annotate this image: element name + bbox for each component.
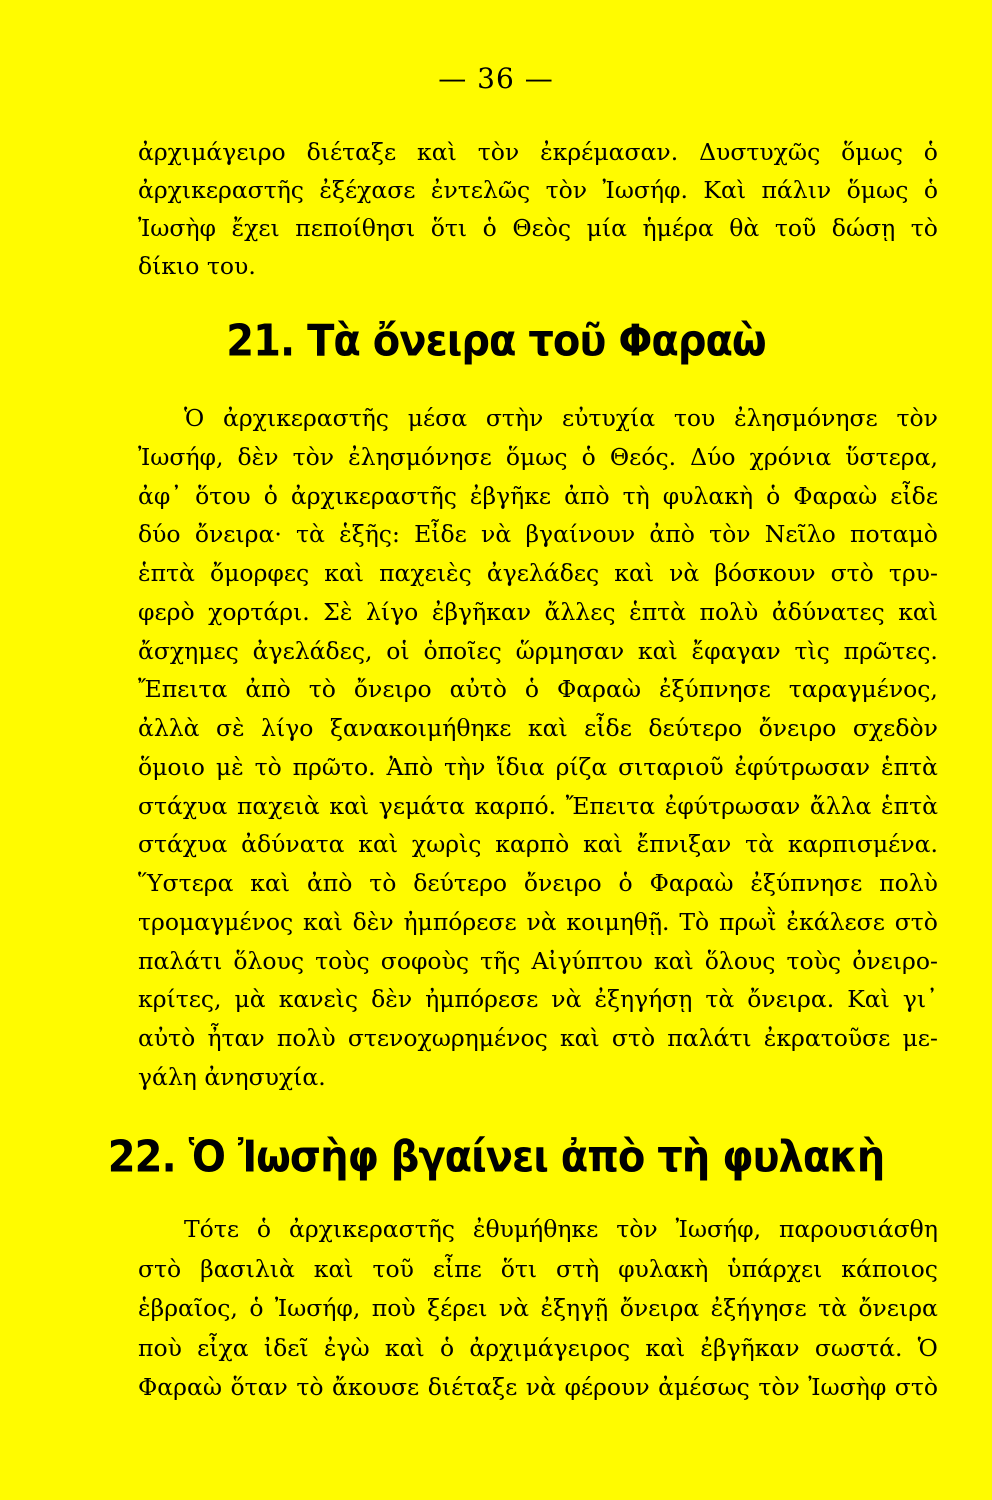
text-line: Ὕστερα καὶ ἀπὸ τὸ δεύτερο ὄνειρο ὁ Φαραὼ ἐξύπνησε πολὺ bbox=[138, 869, 938, 897]
text-line: ἀρχιμάγειρο διέταξε καὶ τὸν ἐκρέμασαν. Δυστυχῶς ὅμως ὁ bbox=[138, 138, 938, 166]
text-line: στάχυα παχειὰ καὶ γεμάτα καρπό. Ἔπειτα ἐφύτρωσαν ἄλλα ἑπτὰ bbox=[138, 791, 938, 820]
text-line: Τότε ὁ ἀρχικεραστῆς ἐθυμήθηκε τὸν Ἰωσήφ, παρουσιάσθη bbox=[184, 1215, 938, 1243]
text-line: ἄσχημες ἀγελάδες, οἱ ὁποῖες ὥρμησαν καὶ ἔφαγαν τὶς πρῶτες. bbox=[138, 636, 938, 665]
text-line: τρομαγμένος καὶ δὲν ἠμπόρεσε νὰ κοιμηθῇ. Τὸ πρωῒ ἐκάλεσε στὸ bbox=[138, 907, 938, 936]
text-line: γάλη ἀνησυχία. bbox=[138, 1062, 326, 1091]
text-line: ὅμοιο μὲ τὸ πρῶτο. Ἀπὸ τὴν ἴδια ρίζα σιταριοῦ ἐφύτρωσαν ἑπτὰ bbox=[138, 752, 938, 781]
text-line: στάχυα ἀδύνατα καὶ χωρὶς καρπὸ καὶ ἔπνιξαν τὰ καρπισμένα. bbox=[138, 830, 938, 859]
text-line: ἀφ᾽ ὅτου ὁ ἀρχικεραστῆς ἐβγῆκε ἀπὸ τὴ φυλακὴ ὁ Φαραὼ εἶδε bbox=[138, 481, 938, 510]
text-line: ἑπτὰ ὄμορφες καὶ παχειὲς ἀγελάδες καὶ νὰ βόσκουν στὸ τρυ- bbox=[138, 559, 938, 587]
text-line: παλάτι ὅλους τοὺς σοφοὺς τῆς Αἰγύπτου καὶ ὅλους τοὺς ὀνειρο- bbox=[138, 946, 938, 975]
page-number: — 36 — bbox=[438, 62, 554, 95]
text-line: Ἔπειτα ἀπὸ τὸ ὄνειρο αὐτὸ ὁ Φαραὼ ἐξύπνησε ταραγμένος, bbox=[138, 675, 938, 704]
text-line: Ὁ ἀρχικεραστῆς μέσα στὴν εὐτυχία του ἐλησμόνησε τὸν bbox=[184, 404, 938, 432]
text-line: Ἰωσὴφ ἔχει πεποίθησι ὅτι ὁ Θεὸς μία ἡμέρα θὰ τοῦ δώσῃ τὸ bbox=[138, 214, 938, 242]
text-line: ἀρχικεραστῆς ἐξέχασε ἐντελῶς τὸν Ἰωσήφ. Καὶ πάλιν ὅμως ὁ bbox=[138, 176, 938, 204]
section-22-heading: 22. Ὁ Ἰωσὴφ βγαίνει ἀπὸ τὴ φυλακὴ bbox=[107, 1131, 885, 1183]
text-line: δίκιο του. bbox=[138, 252, 256, 280]
text-line: ποὺ εἶχα ἰδεῖ ἐγὼ καὶ ὁ ἀρχιμάγειρος καὶ ἐβγῆκαν σωστά. Ὁ bbox=[138, 1333, 938, 1362]
text-line: δύο ὄνειρα· τὰ ἑξῆς: Εἶδε νὰ βγαίνουν ἀπὸ τὸν Νεῖλο ποταμὸ bbox=[138, 520, 938, 549]
text-line: ἀλλὰ σὲ λίγο ξανακοιμήθηκε καὶ εἶδε δεύτερο ὄνειρο σχεδὸν bbox=[138, 714, 938, 742]
text-line: στὸ βασιλιὰ καὶ τοῦ εἶπε ὅτι στὴ φυλακὴ ὑπάρχει κάποιος bbox=[138, 1254, 938, 1283]
text-line: Φαραὼ ὅταν τὸ ἄκουσε διέταξε νὰ φέρουν ἀμέσως τὸν Ἰωσὴφ στὸ bbox=[138, 1373, 938, 1401]
text-line: ἑβραῖος, ὁ Ἰωσήφ, ποὺ ξέρει νὰ ἐξηγῇ ὄνειρα ἐξήγησε τὰ ὄνειρα bbox=[138, 1294, 938, 1322]
section-21-heading: 21. Τὰ ὄνειρα τοῦ Φαραὼ bbox=[226, 315, 766, 367]
text-line: αὐτὸ ἦταν πολὺ στενοχωρημένος καὶ στὸ παλάτι ἐκρατοῦσε με- bbox=[138, 1024, 938, 1052]
text-line: κρίτες, μὰ κανεὶς δὲν ἠμπόρεσε νὰ ἐξηγήσῃ τὰ ὄνειρα. Καὶ γι᾽ bbox=[138, 985, 938, 1014]
text-line: φερὸ χορτάρι. Σὲ λίγο ἐβγῆκαν ἄλλες ἑπτὰ πολὺ ἀδύνατες καὶ bbox=[138, 597, 938, 626]
text-line: Ἰωσήφ, δὲν τὸν ἐλησμόνησε ὅμως ὁ Θεός. Δύο χρόνια ὕστερα, bbox=[138, 442, 938, 471]
